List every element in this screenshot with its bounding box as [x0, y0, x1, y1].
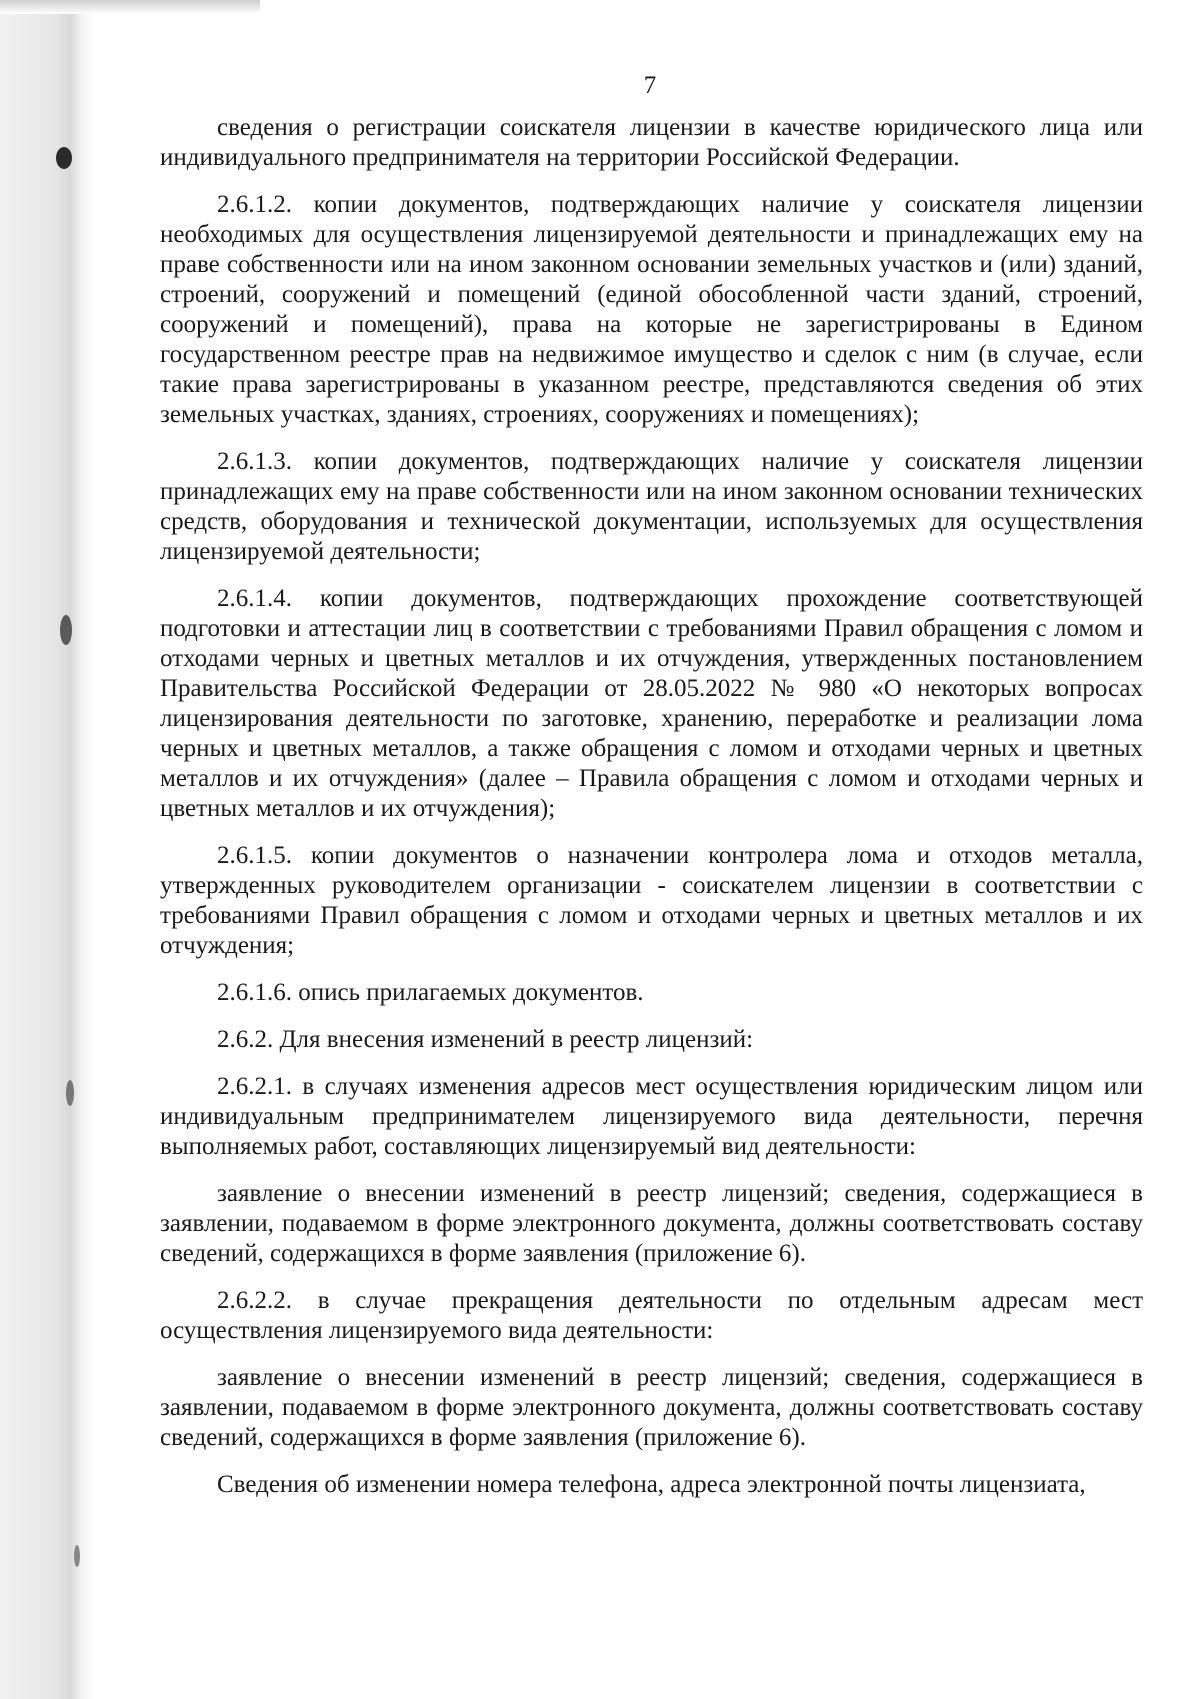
punch-hole-mark: [66, 1080, 74, 1106]
paragraph-contact-changes: Сведения об изменении номера телефона, адреса электронной почты лицензиата,: [217, 1471, 1086, 1498]
scan-binding-edge: [0, 0, 95, 1699]
paragraph-2-6-1-6: 2.6.1.6. опись прилагаемых документов.: [217, 979, 644, 1006]
punch-hole-mark: [74, 1545, 80, 1567]
paragraph-application-2: заявление о внесении изменений в реестр лицензий; сведения, содержащиеся в заявлении, подаваемом в форме электронного документа, должны соответствовать составу сведений, содержащихся в форме заявления (приложение 6).: [160, 1364, 1143, 1451]
paragraph-2-6-2: 2.6.2. Для внесения изменений в реестр лицензий:: [217, 1026, 754, 1053]
page-number: 7: [643, 72, 657, 99]
paragraph-2-6-1-4: 2.6.1.4. копии документов, подтверждающих прохождение соответствующей подготовки и аттестации лиц в соответствии с требованиями Правил обращения с ломом и отходами черных и цветных металлов и их отчуждения, утвержденных постановлением Правительства Российской Федерации от 28.05.2022 № 980 «О некоторых вопросах лицензирования деятельности по заготовке, хранению, переработке и реализации лома черных и цветных металлов, а также обращения с ломом и отходами черных и цветных металлов и их отчуждения» (далее – Правила обращения с ломом и отходами черных и цветных металлов и их отчуждения);: [160, 585, 1143, 822]
punch-hole-mark: [56, 147, 72, 169]
paragraph-2-6-2-2: 2.6.2.2. в случае прекращения деятельности по отдельным адресам мест осуществления лицензируемого вида деятельности:: [160, 1287, 1143, 1344]
paragraph-registration-info: сведения о регистрации соискателя лицензии в качестве юридического лица или индивидуального предпринимателя на территории Российской Федерации.: [160, 114, 1143, 171]
paragraph-2-6-1-2: 2.6.1.2. копии документов, подтверждающих наличие у соискателя лицензии необходимых для осуществления лицензируемой деятельности и принадлежащих ему на праве собственности или на ином законном основании земельных участков и (или) зданий, строений, сооружений и помещений (единой обособленной части зданий, строений, сооружений и помещений), права на которые не зарегистрированы в Едином государственном реестре прав на недвижимое имущество и сделок с ним (в случае, если такие права зарегистрированы в указанном реестре, представляются сведения об этих земельных участках, зданиях, строениях, сооружениях и помещениях);: [160, 191, 1143, 428]
paragraph-application-1: заявление о внесении изменений в реестр лицензий; сведения, содержащиеся в заявлении, подаваемом в форме электронного документа, должны соответствовать составу сведений, содержащихся в форме заявления (приложение 6).: [160, 1180, 1143, 1267]
paragraph-2-6-1-5: 2.6.1.5. копии документов о назначении контролера лома и отходов металла, утвержденных руководителем организации - соискателем лицензии в соответствии с требованиями Правил обращения с ломом и отходами черных и цветных металлов и их отчуждения;: [160, 842, 1143, 959]
paragraph-2-6-1-3: 2.6.1.3. копии документов, подтверждающих наличие у соискателя лицензии принадлежащих ему на праве собственности или на ином законном основании технических средств, оборудования и технической документации, используемых для осуществления лицензируемой деятельности;: [160, 448, 1143, 565]
document-body: [160, 113, 1143, 1517]
punch-hole-mark: [60, 615, 72, 645]
scan-top-shadow: [0, 0, 260, 14]
paragraph-2-6-2-1: 2.6.2.1. в случаях изменения адресов мест осуществления юридическим лицом или индивидуальным предпринимателем лицензируемого вида деятельности, перечня выполняемых работ, составляющих лицензируемый вид деятельности:: [160, 1073, 1143, 1160]
